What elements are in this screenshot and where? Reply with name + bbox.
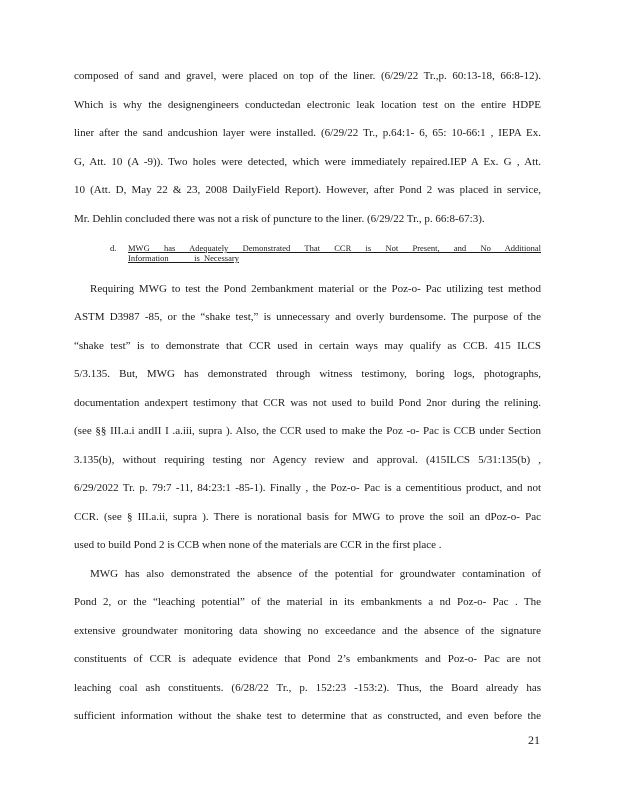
- paragraph-line: 5/3.135. But, MWG has demonstrated through witness testimony, boring logs, photographs,: [74, 368, 541, 380]
- paragraph-line: 6/29/2022 Tr. p. 79:7 -11, 84:23:1 -85-1). Finally , the Poz-o- Pac is a cementitious product, and not: [74, 482, 541, 494]
- paragraph-line: Requiring MWG to test the Pond 2embankment material or the Poz-o- Pac utilizing test method: [90, 283, 541, 295]
- paragraph-line: composed of sand and gravel, were placed on top of the liner. (6/29/22 Tr.,p. 60:13-18, 66:8-12).: [74, 70, 541, 82]
- page-number: 21: [528, 733, 540, 747]
- section-heading: [110, 243, 541, 263]
- section-letter: d.: [110, 243, 117, 253]
- paragraph-line: documentation andexpert testimony that CCR was not used to build Pond 2nor during the relining.: [74, 397, 541, 409]
- paragraph-line: Mr. Dehlin concluded there was not a risk of puncture to the liner. (6/29/22 Tr., p. 66:8-67:3).: [74, 213, 485, 225]
- paragraph-line: G, Att. 10 (A -9)). Two holes were detected, which were immediately repaired.IEP A Ex. G , Att.: [74, 156, 541, 168]
- section-heading-line1: MWG has Adequately Demonstrated That CCR is Not Present, and No Additional: [128, 243, 541, 253]
- paragraph-line: MWG has also demonstrated the absence of the potential for groundwater contamination of: [90, 568, 541, 580]
- paragraph-line: (see §§ III.a.i andII I .a.iii, supra ). Also, the CCR used to make the Poz -o- Pac is CCB under Section: [74, 425, 541, 437]
- paragraph-line: liner after the sand andcushion layer were installed. (6/29/22 Tr., p.64:1- 6, 65: 10-66:1 , IEPA Ex.: [74, 127, 541, 139]
- paragraph-line: leaching coal ash constituents. (6/28/22 Tr., p. 152:23 -153:2). Thus, the Board already has: [74, 682, 541, 694]
- paragraph-line: sufficient information without the shake test to determine that as constructed, and even before the: [74, 710, 541, 722]
- paragraph-line: Pond 2, or the “leaching potential” of the material in its embankments a nd Poz-o- Pac . The: [74, 596, 541, 608]
- paragraph-line: 10 (Att. D, May 22 & 23, 2008 DailyField Report). However, after Pond 2 was placed in service,: [74, 184, 541, 196]
- paragraph-line: 3.135(b), without requiring testing nor Agency review and approval. (415ILCS 5/31:135(b) ,: [74, 454, 541, 466]
- paragraph-line: used to build Pond 2 is CCB when none of the materials are CCR in the first place .: [74, 539, 442, 551]
- section-heading-line2: Information is Necessary: [128, 253, 239, 263]
- paragraph-line: extensive groundwater monitoring data showing no exceedance and the absence of the signature: [74, 625, 541, 637]
- paragraph-line: constituents of CCR is adequate evidence that Pond 2’s embankments and Poz-o- Pac are not: [74, 653, 541, 665]
- paragraph-line: CCR. (see § III.a.ii, supra ). There is norational basis for MWG to prove the soil an dPoz-o- Pac: [74, 511, 541, 523]
- paragraph-line: “shake test” is to demonstrate that CCR used in certain ways may qualify as CCB. 415 ILCS: [74, 340, 541, 352]
- paragraph-line: ASTM D3987 -85, or the “shake test,” is unnecessary and overly burdensome. The purpose of the: [74, 311, 541, 323]
- paragraph-line: Which is why the designengineers conductedan electronic leak location test on the entire HDPE: [74, 99, 541, 111]
